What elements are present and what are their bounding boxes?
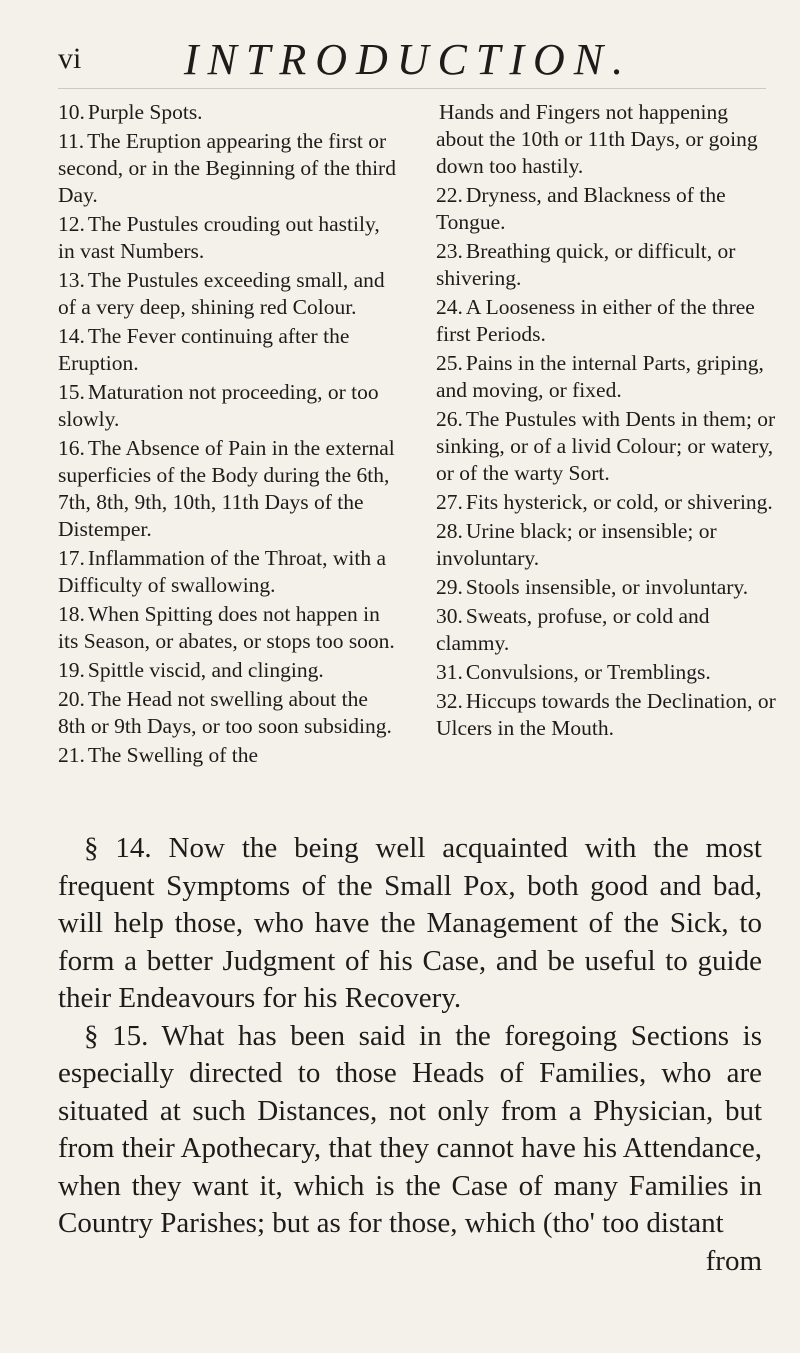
body-text — [58, 830, 762, 1280]
list-item: 26. The Pustules with Dents in them; or sinking, or of a livid Colour; or watery, or of the warty Sort. — [436, 407, 776, 485]
list-item: Hands and Fingers not happening about the 10th or 11th Days, or going down too hastily. — [436, 100, 758, 178]
list-item: 19. Spittle viscid, and clinging. — [58, 658, 324, 682]
symptom-list-left — [58, 99, 398, 771]
list-item: 16. The Absence of Pain in the external superficies of the Body during the 6th, 7th, 8th, 9th, 10th, 11th Days of the Distemper. — [58, 436, 395, 541]
page-number: vi — [58, 42, 82, 75]
list-item: 10. Purple Spots. — [58, 100, 203, 124]
list-item: 14. The Fever continuing after the Eruption. — [58, 324, 350, 375]
list-item: 15. Maturation not proceeding, or too slowly. — [58, 380, 379, 431]
list-item: 28. Urine black; or insensible; or involuntary. — [436, 519, 717, 570]
list-item: 18. When Spitting does not happen in its Season, or abates, or stops too soon. — [58, 602, 395, 653]
list-item: 21. The Swelling of the — [58, 743, 259, 767]
list-item: 11. The Eruption appearing the first or second, or in the Beginning of the third Day. — [58, 129, 396, 207]
list-item: 17. Inflammation of the Throat, with a Difficulty of swallowing. — [58, 546, 387, 597]
paragraph-section-14: § 14. Now the being well acquainted with the most frequent Symptoms of the Small Pox, both good and bad, will help those, who have the Management of the Sick, to form a better Judgment of his Case, and be useful to guide their Endeavours for his Recovery. — [58, 832, 762, 1014]
list-item: 30. Sweats, profuse, or cold and clammy. — [436, 604, 710, 655]
list-item: 20. The Head not swelling about the 8th or 9th Days, or too soon subsiding. — [58, 687, 392, 738]
catchword: from — [705, 1244, 762, 1277]
list-item: 31. Convulsions, or Tremblings. — [436, 660, 711, 684]
list-item: 12. The Pustules crouding out hastily, in vast Numbers. — [58, 212, 380, 263]
paragraph-section-15: § 15. What has been said in the foregoing Sections is especially directed to those Heads of Families, who are situated at such Distances, not only from a Physician, but from their Apothecary, that they cannot have his Attendance, when they want it, which is the Case of many Families in Country Parishes; but as for those, which (tho' too distant — [58, 1019, 762, 1239]
list-item: 13. The Pustules exceeding small, and of a very deep, shining red Colour. — [58, 268, 385, 319]
list-item: 22. Dryness, and Blackness of the Tongue. — [436, 183, 726, 234]
list-item: 25. Pains in the internal Parts, griping, and moving, or fixed. — [436, 351, 764, 402]
list-item: 29. Stools insensible, or involuntary. — [436, 575, 749, 599]
symptom-list-right — [436, 99, 776, 744]
list-item: 24. A Looseness in either of the three first Periods. — [436, 295, 755, 346]
page-header — [58, 35, 758, 90]
list-item: 23. Breathing quick, or difficult, or shivering. — [436, 239, 736, 290]
list-item: 27. Fits hysterick, or cold, or shivering. — [436, 490, 773, 514]
header-rule — [58, 88, 766, 89]
list-item: 32. Hiccups towards the Declination, or Ulcers in the Mouth. — [436, 689, 776, 740]
running-title: INTRODUCTION. — [183, 35, 633, 84]
